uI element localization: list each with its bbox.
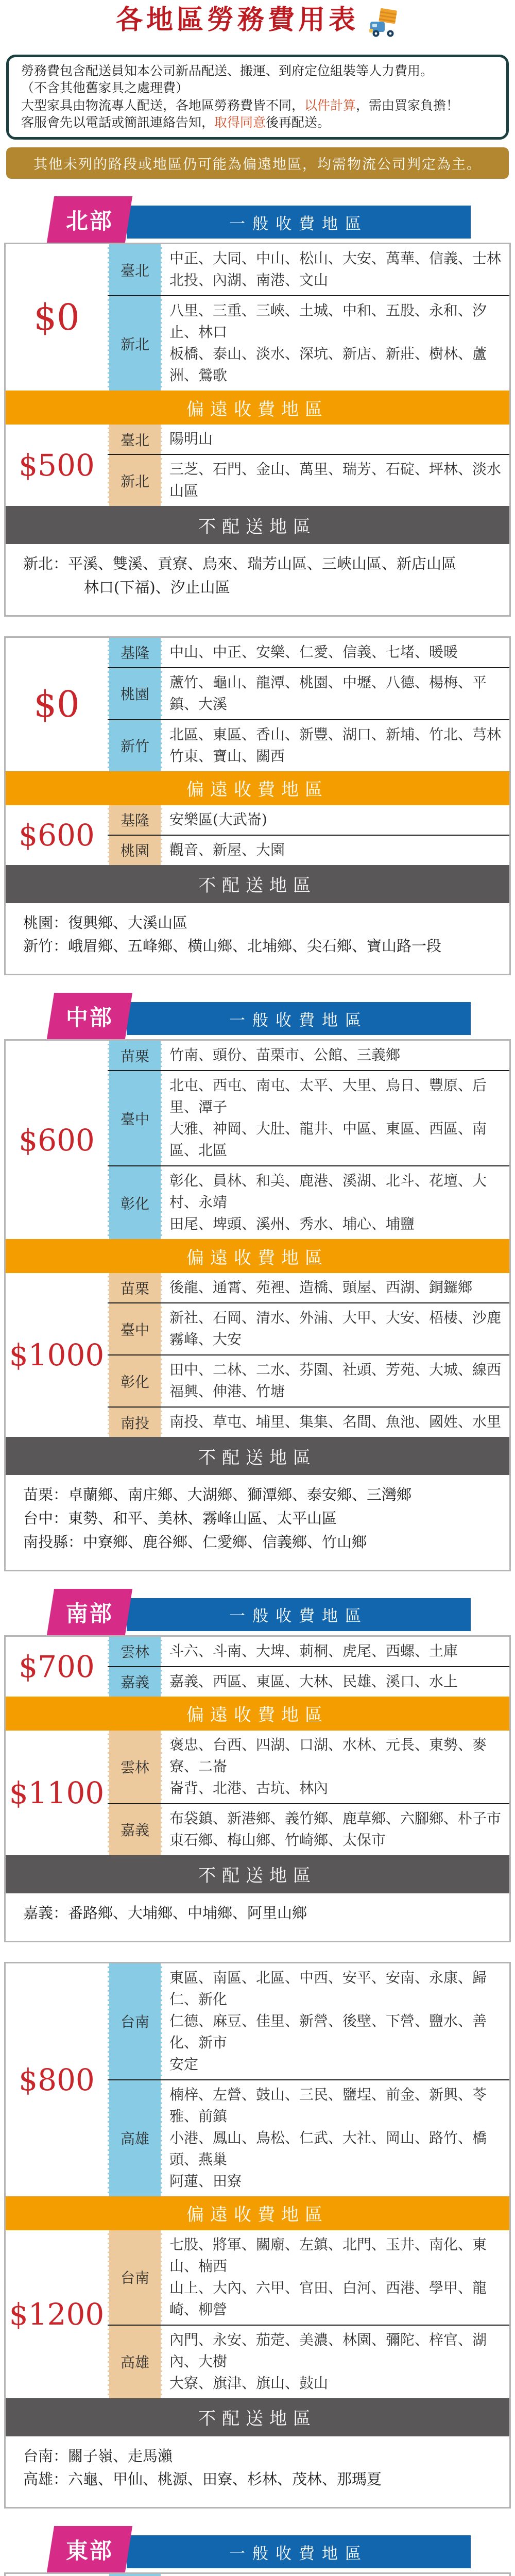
remote-fee-header-label: 偏遠收費地區: [186, 399, 329, 420]
notice-banner: 其他未列的路段或地區仍可能為偏遠地區，均需物流公司判定為主。: [6, 147, 509, 179]
table-row: [108, 1165, 509, 1239]
table-row: [108, 454, 509, 506]
area-line: 小港、鳳山、鳥松、仁武、大社、岡山、路竹、橋頭、燕巢: [169, 2129, 487, 2168]
area-list: [162, 1303, 509, 1354]
no-delivery-line: 台南：關子嶺、走馬瀨: [23, 2447, 173, 2465]
table-row: [108, 1666, 509, 1697]
intro-line-4-pre: 客服會先以電話或簡訊連絡告知，: [21, 114, 215, 130]
section-north: [0, 196, 515, 975]
intro-line-3: [21, 97, 494, 114]
price-label: $600: [19, 1122, 95, 1158]
table-row: [108, 719, 509, 771]
intro-line-3-pre: 大型家具由物流專人配送，各地區勞務費皆不同，: [21, 97, 305, 113]
table-row: [108, 1406, 509, 1437]
area-line: 陽明山: [169, 430, 213, 447]
row-group: [108, 244, 509, 391]
province-cell: 高雄: [108, 2080, 162, 2196]
table-row: [108, 1803, 509, 1855]
table-row: [108, 2079, 509, 2196]
page-title: 各地區勞務費用表: [115, 4, 359, 36]
province-cell: 臺北: [108, 244, 162, 295]
area-line: 南投、草屯、埔里、集集、名間、魚池、國姓、水里: [169, 1413, 502, 1431]
table-row: [108, 2230, 509, 2325]
area-line: 竹南、頭份、苗栗市、公館、三義鄉: [169, 1046, 401, 1064]
general-fee-table: [6, 1637, 509, 1697]
fee-block: [4, 2572, 511, 2576]
area-line: 褒忠、台西、四湖、口湖、水林、元長、東勢、麥寮、二崙: [169, 1736, 487, 1775]
price-label: $800: [19, 2062, 95, 2097]
intro-line-2: （不含其他舊家具之處理費）: [21, 80, 189, 96]
province-cell: 臺中: [108, 1303, 162, 1354]
area-line: 楠梓、左營、鼓山、三民、鹽埕、前金、新興、苓雅、前鎮: [169, 2086, 487, 2125]
intro-line-3-highlight: 以件計算: [304, 97, 356, 113]
area-line: 田尾、埤頭、溪州、秀水、埔心、埔鹽: [169, 1215, 415, 1233]
row-group: [108, 1273, 509, 1437]
area-list: [162, 720, 509, 771]
area-line: 竹東、寶山、關西: [169, 747, 285, 765]
general-fee-header: [127, 1598, 471, 1631]
area-line: 中正、大同、中山、松山、大安、萬華、信義、士林: [169, 250, 502, 267]
area-line: 北屯、西屯、南屯、太平、大里、烏日、豐原、后里、潭子: [169, 1077, 487, 1116]
area-list: [162, 836, 509, 865]
area-line: 大雅、神岡、大肚、龍井、中區、東區、西區、南區、北區: [169, 1120, 487, 1159]
table-row: [108, 1637, 509, 1666]
area-line: 嘉義、西區、東區、大林、民雄、溪口、水上: [169, 1672, 458, 1690]
general-fee-table: [6, 1041, 509, 1239]
remote-fee-table: [6, 425, 509, 506]
remote-fee-header-label: 偏遠收費地區: [186, 1247, 329, 1268]
table-row: [108, 295, 509, 391]
table-row: [108, 2325, 509, 2398]
area-list: [162, 296, 509, 391]
area-list: [162, 1041, 509, 1070]
no-delivery-line: 桃園：復興鄉、大溪山區: [23, 913, 188, 931]
area-line: 北投、內湖、南港、文山: [169, 272, 329, 289]
area-line: 田中、二林、二水、芬園、社頭、芳苑、大城、線西: [169, 1361, 502, 1379]
intro-line-1: 勞務費包含配送員知本公司新品配送、搬運、到府定位組裝等人力費用。: [21, 63, 434, 78]
general-fee-header: [127, 1002, 471, 1035]
section-header: [0, 196, 515, 243]
general-fee-header-label: 一般收費地區: [229, 1607, 368, 1626]
province-cell: 苗栗: [108, 1273, 162, 1302]
table-row: [108, 1273, 509, 1302]
area-line: 新社、石岡、清水、外浦、大甲、大安、梧棲、沙鹿: [169, 1309, 502, 1327]
area-list: [162, 1637, 509, 1666]
fee-block: [4, 636, 511, 976]
area-line: 蘆竹、龜山、龍潭、桃園、中壢、八德、楊梅、平鎮、大溪: [169, 673, 487, 713]
fee-block: [4, 1962, 511, 2509]
intro-box: [6, 55, 509, 140]
table-row: [108, 1041, 509, 1070]
table-row: [108, 667, 509, 719]
area-line: 福興、伸港、竹塘: [169, 1383, 285, 1400]
general-fee-header-label: 一般收費地區: [229, 1011, 368, 1030]
general-fee-table: [6, 1963, 509, 2196]
price-label: [6, 2574, 108, 2576]
general-fee-header: [127, 2535, 471, 2568]
fee-block: [4, 1635, 511, 1942]
province-cell: 台南: [108, 2230, 162, 2325]
fee-block: [4, 1039, 511, 1571]
row-group: [108, 638, 509, 771]
area-list: [162, 1408, 509, 1437]
area-line: 北區、東區、香山、新豐、湖口、新埔、竹北、芎林: [169, 725, 502, 743]
general-fee-table: [6, 244, 509, 391]
province-cell: 新竹: [108, 720, 162, 771]
remote-fee-header: [6, 1697, 509, 1731]
no-delivery-notes: [6, 1475, 509, 1569]
province-cell: 雲林: [108, 1731, 162, 1803]
no-delivery-notes: [6, 903, 509, 974]
title-row: [0, 0, 515, 53]
remote-fee-header-label: 偏遠收費地區: [186, 779, 329, 801]
no-delivery-line: 新北：平溪、雙溪、貢寮、烏來、瑞芳山區、三峽山區、新店山區: [23, 555, 457, 572]
no-delivery-header: [6, 1437, 509, 1475]
province-cell: 彰化: [108, 1166, 162, 1239]
remote-fee-header: [6, 771, 509, 805]
area-list: [162, 244, 509, 295]
section-central: [0, 993, 515, 1571]
truck-icon: [367, 7, 399, 40]
area-line: 大寮、旗津、旗山、鼓山: [169, 2374, 329, 2392]
province-cell: 嘉義: [108, 1667, 162, 1697]
table-row: [108, 1354, 509, 1406]
province-cell: 南投: [108, 1408, 162, 1437]
remote-fee-table: [6, 1273, 509, 1437]
section-east: [0, 2526, 515, 2576]
area-line: 阿蓮、田寮: [169, 2172, 242, 2190]
region-label-text: 南部: [66, 1601, 113, 1627]
area-list: [162, 1071, 509, 1165]
remote-fee-table: [6, 1731, 509, 1855]
price-label: $700: [19, 1649, 95, 1684]
row-group: [108, 1731, 509, 1855]
province-cell: 台南: [108, 1963, 162, 2079]
province-cell: 桃園: [108, 836, 162, 865]
area-line: 仁德、麻豆、佳里、新營、後壁、下營、鹽水、善化、新市: [169, 2012, 487, 2051]
area-line: 彰化、員林、和美、鹿港、溪湖、北斗、花壇、大村、永靖: [169, 1172, 487, 1211]
province-cell: 新北: [108, 296, 162, 391]
row-group: [108, 805, 509, 865]
section-header: [0, 2526, 515, 2572]
price-label: $500: [19, 448, 95, 483]
area-line: 布袋鎮、新港鄉、義竹鄉、鹿草鄉、六腳鄉、朴子市: [169, 1809, 502, 1827]
no-delivery-notes: [6, 1893, 509, 1941]
no-delivery-header-label: 不配送地區: [198, 1447, 317, 1468]
table-row: [108, 1731, 509, 1803]
area-line: 後龍、通霄、苑裡、造橋、頭屋、西湖、銅鑼鄉: [169, 1279, 473, 1296]
no-delivery-notes: [6, 2436, 509, 2507]
region-label-text: 中部: [66, 1005, 113, 1031]
no-delivery-header: [6, 2398, 509, 2436]
table-row: [108, 1963, 509, 2079]
price-label: $0: [33, 683, 80, 726]
area-line: 三芝、石門、金山、萬里、瑞芳、石碇、坪林、淡水山區: [169, 461, 502, 499]
area-list: [162, 2080, 509, 2196]
area-line: 崙背、北港、古坑、林內: [169, 1779, 329, 1797]
area-list: [162, 1273, 509, 1302]
province-cell: 苗栗: [108, 1041, 162, 1070]
intro-line-4-post: 後再配送。: [266, 114, 331, 130]
no-delivery-line: 南投縣：中寮鄉、鹿谷鄉、仁愛鄉、信義鄉、竹山鄉: [23, 1533, 367, 1551]
area-line: 東區、南區、北區、中西、安平、安南、永康、歸仁、新化: [169, 1969, 487, 2008]
regional-sections: [0, 196, 515, 2576]
section-south: [0, 1589, 515, 2509]
intro-line-4-highlight: 取得同意: [214, 114, 266, 130]
remote-fee-header: [6, 1239, 509, 1273]
row-group: [108, 2230, 509, 2398]
price-label: $1000: [9, 1337, 105, 1373]
province-cell: 高雄: [108, 2326, 162, 2398]
general-fee-header-label: 一般收費地區: [229, 2544, 368, 2563]
area-line: 觀音、新屋、大園: [169, 841, 285, 858]
province-cell: 彰化: [108, 1355, 162, 1406]
remote-fee-table: [6, 805, 509, 865]
no-delivery-header-label: 不配送地區: [198, 516, 317, 537]
area-line: 內門、永安、茄萣、美濃、林園、彌陀、梓官、湖內、大樹: [169, 2331, 487, 2370]
region-label-text: 東部: [66, 2538, 113, 2564]
province-cell: 桃園: [108, 668, 162, 719]
area-line: 七股、將軍、關廟、左鎮、北門、玉井、南化、東山、楠西: [169, 2235, 487, 2275]
price-label: $600: [19, 817, 95, 853]
general-fee-header-label: 一般收費地區: [229, 214, 368, 233]
area-list: [162, 638, 509, 667]
province-cell: 臺中: [108, 1071, 162, 1165]
area-list: [162, 425, 509, 454]
table-row: [108, 805, 509, 835]
area-line: 中山、中正、安樂、仁愛、信義、七堵、暖暖: [169, 643, 458, 660]
province-cell: 基隆: [108, 805, 162, 835]
no-delivery-notes: [6, 544, 509, 615]
area-list: [162, 1166, 509, 1239]
area-list: [162, 1804, 509, 1855]
table-row: [108, 835, 509, 865]
province-cell: 新北: [108, 455, 162, 506]
province-cell: 嘉義: [108, 1804, 162, 1855]
region-label: [47, 1589, 132, 1635]
general-fee-table: [6, 638, 509, 771]
no-delivery-line: 高雄：六龜、甲仙、桃源、田寮、杉林、茂林、那瑪夏: [23, 2470, 382, 2488]
section-header: [0, 1589, 515, 1635]
area-list: [162, 1667, 509, 1697]
remote-fee-header-label: 偏遠收費地區: [186, 1705, 329, 1726]
area-list: [162, 2326, 509, 2398]
intro-line-3-post: ，需由買家負擔！: [356, 97, 459, 113]
remote-fee-header: [6, 391, 509, 425]
no-delivery-line: 嘉義：番路鄉、大埔鄉、中埔鄉、阿里山鄉: [23, 1904, 307, 1922]
province-cell: 臺北: [108, 425, 162, 454]
table-row: [108, 244, 509, 295]
row-group: [108, 425, 509, 506]
area-list: [162, 2230, 509, 2325]
area-list: [162, 1963, 509, 2079]
fee-block: [4, 243, 511, 617]
row-group: [108, 1637, 509, 1697]
region-label: [47, 196, 132, 243]
table-row: [108, 638, 509, 667]
no-delivery-line: 苗栗：卓蘭鄉、南庄鄉、大湖鄉、獅潭鄉、泰安鄉、三灣鄉: [23, 1486, 412, 1504]
general-fee-header: [127, 206, 471, 239]
area-line: 板橋、泰山、淡水、深坑、新店、新莊、樹林、蘆洲、鶯歌: [169, 345, 487, 384]
row-group: [108, 1963, 509, 2196]
price-label: $1200: [9, 2296, 105, 2332]
table-row: [108, 1302, 509, 1354]
area-list: [162, 668, 509, 719]
remote-fee-header-label: 偏遠收費地區: [186, 2205, 329, 2225]
price-label: $1100: [9, 1775, 105, 1810]
table-row: [108, 425, 509, 454]
region-label: [47, 993, 132, 1039]
area-list: [162, 805, 509, 835]
province-cell: 基隆: [108, 638, 162, 667]
region-label-text: 北部: [66, 208, 113, 234]
table-row: [6, 2574, 509, 2576]
section-header: [0, 993, 515, 1039]
area-line: 霧峰、大安: [169, 1331, 242, 1348]
area-line: 八里、三重、三峽、土城、中和、五股、永和、汐止、林口: [169, 302, 487, 341]
area-line: 安定: [169, 2055, 199, 2073]
table-row: [108, 1070, 509, 1165]
no-delivery-header: [6, 506, 509, 544]
no-delivery-header-label: 不配送地區: [198, 2409, 317, 2429]
remote-fee-table: [6, 2230, 509, 2398]
no-delivery-header: [6, 1855, 509, 1893]
province-cell: [108, 2574, 162, 2576]
area-line: 山上、大內、六甲、官田、白河、西港、學甲、龍崎、柳營: [169, 2279, 487, 2318]
row-group: [108, 1041, 509, 1239]
area-line: 東石鄉、梅山鄉、竹崎鄉、太保市: [169, 1831, 386, 1849]
no-delivery-line: 林口(下福)、汐止山區: [84, 578, 230, 596]
no-delivery-line: 新竹：峨眉鄉、五峰鄉、橫山鄉、北埔鄉、尖石鄉、寶山路一段: [23, 937, 442, 955]
area-list: [162, 2574, 509, 2576]
no-delivery-header: [6, 865, 509, 903]
price-label: $0: [33, 296, 80, 338]
no-delivery-header-label: 不配送地區: [198, 875, 317, 896]
area-list: [162, 455, 509, 506]
area-line: 安樂區(大武崙): [169, 810, 267, 828]
province-cell: 雲林: [108, 1637, 162, 1666]
area-line: 斗六、斗南、大埤、莿桐、虎尾、西螺、土庫: [169, 1642, 458, 1659]
no-delivery-line: 台中：東勢、和平、美林、霧峰山區、太平山區: [23, 1510, 337, 1528]
region-label: [47, 2526, 132, 2572]
area-list: [162, 1731, 509, 1803]
remote-fee-header: [6, 2196, 509, 2230]
intro-line-4: [21, 114, 494, 131]
area-list: [162, 1355, 509, 1406]
no-delivery-header-label: 不配送地區: [198, 1866, 317, 1887]
